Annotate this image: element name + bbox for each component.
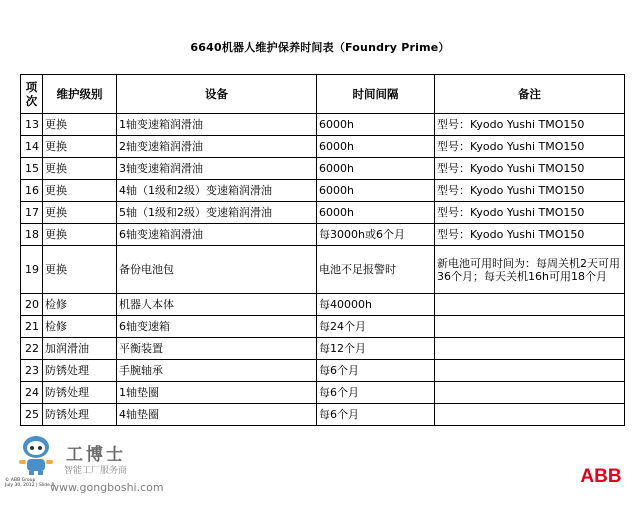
table-row xyxy=(21,404,625,426)
cell-no: 17 xyxy=(21,202,43,224)
cell-device: 4轴垫圈 xyxy=(117,404,317,426)
table-row xyxy=(21,382,625,404)
table-row xyxy=(21,136,625,158)
cell-device: 机器人本体 xyxy=(117,294,317,316)
cell-interval: 6000h xyxy=(317,180,435,202)
footnote-copyright: © ABB Group xyxy=(5,478,36,483)
cell-device: 2轴变速箱润滑油 xyxy=(117,136,317,158)
abb-logo-text: ABB xyxy=(580,466,622,484)
cell-no: 14 xyxy=(21,136,43,158)
cell-device: 1轴变速箱润滑油 xyxy=(117,114,317,136)
table-row xyxy=(21,360,625,382)
cell-level: 更换 xyxy=(43,180,117,202)
table-row xyxy=(21,316,625,338)
table-row xyxy=(21,224,625,246)
cell-device: 6轴变速箱 xyxy=(117,316,317,338)
cell-no: 20 xyxy=(21,294,43,316)
watermark-subtitle: 智能工厂服务商 xyxy=(64,466,128,476)
cell-remark xyxy=(435,338,625,360)
cell-device: 3轴变速箱润滑油 xyxy=(117,158,317,180)
cell-remark xyxy=(435,316,625,338)
cell-level: 防锈处理 xyxy=(43,404,117,426)
cell-remark: 新电池可用时间为：每周关机2天可用36个月；每天关机16h可用18个月 xyxy=(435,246,625,294)
abb-logo xyxy=(579,466,623,484)
cell-no: 22 xyxy=(21,338,43,360)
cell-no: 19 xyxy=(21,246,43,294)
cell-remark: 型号：Kyodo Yushi TMO150 xyxy=(435,180,625,202)
cell-remark: 型号：Kyodo Yushi TMO150 xyxy=(435,158,625,180)
cell-remark xyxy=(435,404,625,426)
maintenance-table xyxy=(20,74,625,426)
cell-interval: 每6个月 xyxy=(317,360,435,382)
slide-footnote xyxy=(5,478,54,488)
header-no xyxy=(21,75,43,114)
cell-level: 防锈处理 xyxy=(43,360,117,382)
table-row xyxy=(21,158,625,180)
header-no-line1: 项 xyxy=(25,80,38,94)
cell-interval: 6000h xyxy=(317,136,435,158)
cell-remark: 型号：Kyodo Yushi TMO150 xyxy=(435,114,625,136)
cell-level: 加润滑油 xyxy=(43,338,117,360)
robot-mascot-icon xyxy=(14,434,58,476)
cell-level: 检修 xyxy=(43,316,117,338)
cell-level: 更换 xyxy=(43,114,117,136)
watermark-logo xyxy=(8,432,168,484)
cell-level: 更换 xyxy=(43,158,117,180)
cell-device: 手腕轴承 xyxy=(117,360,317,382)
cell-no: 18 xyxy=(21,224,43,246)
cell-remark xyxy=(435,360,625,382)
header-level: 维护级别 xyxy=(43,75,117,114)
cell-interval: 每40000h xyxy=(317,294,435,316)
cell-remark: 型号：Kyodo Yushi TMO150 xyxy=(435,202,625,224)
table-row xyxy=(21,180,625,202)
cell-no: 16 xyxy=(21,180,43,202)
watermark-brand: 工博士 xyxy=(66,445,126,465)
cell-interval: 6000h xyxy=(317,202,435,224)
cell-no: 15 xyxy=(21,158,43,180)
cell-no: 24 xyxy=(21,382,43,404)
cell-level: 防锈处理 xyxy=(43,382,117,404)
table-row xyxy=(21,338,625,360)
cell-remark: 型号：Kyodo Yushi TMO150 xyxy=(435,136,625,158)
table-row xyxy=(21,294,625,316)
cell-no: 13 xyxy=(21,114,43,136)
table-header-row xyxy=(21,75,625,114)
cell-level: 检修 xyxy=(43,294,117,316)
cell-remark xyxy=(435,382,625,404)
watermark-site: www.gongboshi.com xyxy=(50,481,164,494)
header-remark: 备注 xyxy=(435,75,625,114)
header-device: 设备 xyxy=(117,75,317,114)
cell-interval: 每3000h或6个月 xyxy=(317,224,435,246)
cell-interval: 每6个月 xyxy=(317,404,435,426)
cell-interval: 电池不足报警时 xyxy=(317,246,435,294)
footnote-date: July 30, 2012 | Slide 8 xyxy=(5,483,55,488)
table-row xyxy=(21,202,625,224)
cell-device: 6轴变速箱润滑油 xyxy=(117,224,317,246)
cell-level: 更换 xyxy=(43,136,117,158)
cell-level: 更换 xyxy=(43,202,117,224)
cell-level: 更换 xyxy=(43,224,117,246)
cell-interval: 6000h xyxy=(317,158,435,180)
cell-level: 更换 xyxy=(43,246,117,294)
cell-device: 5轴（1级和2级）变速箱润滑油 xyxy=(117,202,317,224)
table-row xyxy=(21,246,625,294)
cell-device: 1轴垫圈 xyxy=(117,382,317,404)
cell-no: 25 xyxy=(21,404,43,426)
cell-interval: 每12个月 xyxy=(317,338,435,360)
cell-remark: 型号：Kyodo Yushi TMO150 xyxy=(435,224,625,246)
page-title: 6640机器人维护保养时间表（Foundry Prime） xyxy=(190,41,450,54)
header-interval: 时间间隔 xyxy=(317,75,435,114)
cell-interval: 每24个月 xyxy=(317,316,435,338)
cell-no: 23 xyxy=(21,360,43,382)
header-no-line2: 次 xyxy=(25,94,38,108)
cell-no: 21 xyxy=(21,316,43,338)
cell-remark xyxy=(435,294,625,316)
cell-device: 4轴（1级和2级）变速箱润滑油 xyxy=(117,180,317,202)
cell-device: 平衡装置 xyxy=(117,338,317,360)
cell-interval: 6000h xyxy=(317,114,435,136)
cell-device: 备份电池包 xyxy=(117,246,317,294)
cell-interval: 每6个月 xyxy=(317,382,435,404)
table-row xyxy=(21,114,625,136)
